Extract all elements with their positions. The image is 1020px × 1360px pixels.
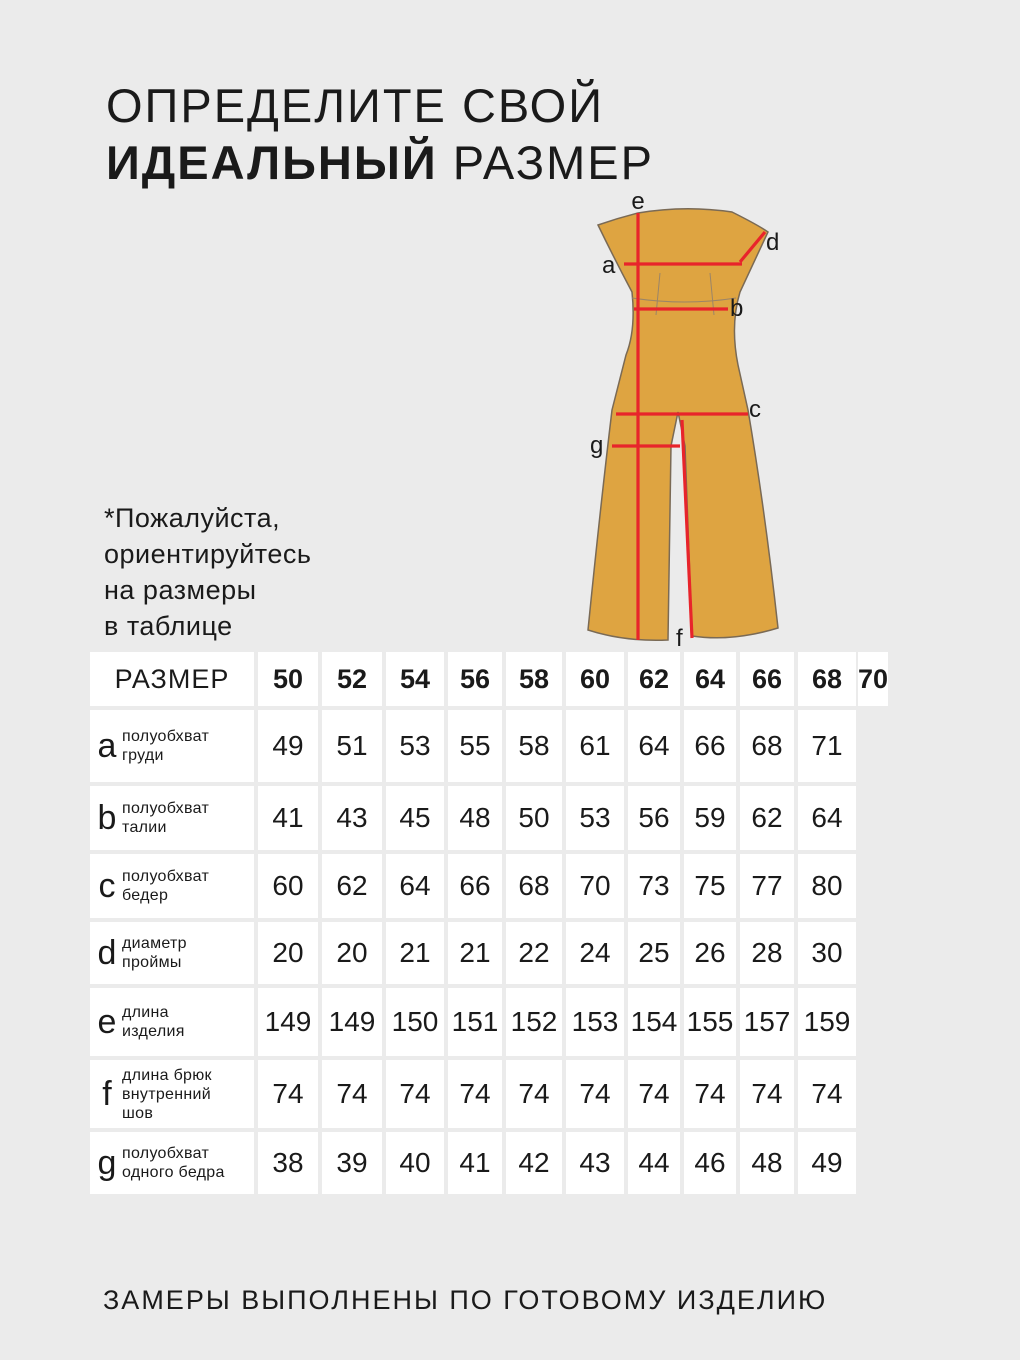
size-note-line: ориентируйтесь <box>104 539 312 569</box>
diagram-label-c: c <box>749 396 761 423</box>
table-cell: 46 <box>684 1132 736 1194</box>
measurement-description-line: проймы <box>122 954 182 971</box>
table-cell: 41 <box>448 1132 502 1194</box>
measurement-description-line: талии <box>122 819 167 836</box>
measurement-description-line: полуобхват <box>122 728 210 745</box>
table-cell: 58 <box>506 710 562 782</box>
table-cell: 74 <box>740 1060 794 1128</box>
measurement-description <box>122 867 209 905</box>
table-cell: 20 <box>322 922 382 984</box>
page-title-line2 <box>106 136 654 189</box>
table-cell: 30 <box>798 922 856 984</box>
table-cell: 49 <box>258 710 318 782</box>
measurement-letter: e <box>97 1002 117 1041</box>
table-cell: 28 <box>740 922 794 984</box>
measurement-description <box>122 1144 225 1182</box>
size-column-header: 56 <box>448 652 502 706</box>
table-cell: 59 <box>684 786 736 850</box>
measurement-label <box>90 1132 254 1194</box>
table-cell: 66 <box>684 710 736 782</box>
size-column-header: 64 <box>684 652 736 706</box>
table-cell: 61 <box>566 710 624 782</box>
measurement-letter: d <box>97 933 117 972</box>
page-title-line1: ОПРЕДЕЛИТЕ СВОЙ <box>106 79 605 132</box>
measurement-letter: f <box>102 1074 112 1113</box>
measurement-description-line: бедер <box>122 887 169 904</box>
table-cell: 74 <box>628 1060 680 1128</box>
table-cell: 75 <box>684 854 736 918</box>
measurement-description <box>122 799 209 837</box>
table-cell: 150 <box>386 988 444 1056</box>
table-cell: 20 <box>258 922 318 984</box>
table-cell: 64 <box>386 854 444 918</box>
measurement-description <box>122 1003 185 1041</box>
table-cell: 60 <box>258 854 318 918</box>
table-cell: 48 <box>740 1132 794 1194</box>
page-title-rest: РАЗМЕР <box>452 136 654 189</box>
size-column-header: 52 <box>322 652 382 706</box>
measurement-description-line: изделия <box>122 1023 185 1040</box>
table-cell: 53 <box>386 710 444 782</box>
measurement-description <box>122 934 187 972</box>
measurement-description-line: длина <box>122 1004 169 1021</box>
table-cell: 71 <box>798 710 856 782</box>
table-cell: 24 <box>566 922 624 984</box>
table-cell: 62 <box>322 854 382 918</box>
measurement-description-line: диаметр <box>122 935 187 952</box>
table-cell: 43 <box>566 1132 624 1194</box>
table-cell: 159 <box>798 988 856 1056</box>
table-cell: 45 <box>386 786 444 850</box>
measurement-description-line: полуобхват <box>122 1145 210 1162</box>
table-cell: 55 <box>448 710 502 782</box>
measurement-description-line: внутренний <box>122 1085 212 1103</box>
footer-note: ЗАМЕРЫ ВЫПОЛНЕНЫ ПО ГОТОВОМУ ИЗДЕЛИЮ <box>103 1285 828 1315</box>
table-cell: 149 <box>258 988 318 1056</box>
diagram-label-a: a <box>602 252 616 279</box>
table-cell: 51 <box>322 710 382 782</box>
table-cell: 25 <box>628 922 680 984</box>
measurement-description-line: шов <box>122 1104 154 1122</box>
measurement-label <box>90 922 254 984</box>
measurement-description-line: груди <box>122 747 164 764</box>
table-cell: 21 <box>448 922 502 984</box>
size-column-header: 70 <box>858 652 888 706</box>
measurement-label <box>90 1060 254 1128</box>
diagram-label-b: b <box>730 295 744 322</box>
table-cell: 74 <box>448 1060 502 1128</box>
table-cell: 64 <box>798 786 856 850</box>
measurement-letter: a <box>97 726 117 765</box>
diagram-label-e: e <box>631 188 645 215</box>
table-cell: 50 <box>506 786 562 850</box>
table-cell: 74 <box>322 1060 382 1128</box>
size-column-header: 60 <box>566 652 624 706</box>
measurement-description-line: полуобхват <box>122 868 210 885</box>
table-cell: 26 <box>684 922 736 984</box>
table-cell: 73 <box>628 854 680 918</box>
table-cell: 74 <box>684 1060 736 1128</box>
table-cell: 38 <box>258 1132 318 1194</box>
size-note-line: в таблице <box>104 611 233 641</box>
measurement-label <box>90 710 254 782</box>
table-cell: 66 <box>448 854 502 918</box>
table-cell: 157 <box>740 988 794 1056</box>
measurement-label <box>90 854 254 918</box>
table-cell: 70 <box>566 854 624 918</box>
table-cell: 151 <box>448 988 502 1056</box>
table-cell: 77 <box>740 854 794 918</box>
table-cell: 68 <box>740 710 794 782</box>
table-cell: 149 <box>322 988 382 1056</box>
size-column-header: 68 <box>798 652 856 706</box>
diagram-label-d: d <box>766 229 780 256</box>
measurement-letter: b <box>97 798 117 837</box>
size-note-line: на размеры <box>104 575 257 605</box>
table-cell: 74 <box>798 1060 856 1128</box>
table-cell: 64 <box>628 710 680 782</box>
measurement-letter: g <box>97 1143 117 1182</box>
table-cell: 43 <box>322 786 382 850</box>
table-cell: 40 <box>386 1132 444 1194</box>
page-title-bold: ИДЕАЛЬНЫЙ <box>106 136 438 189</box>
table-cell: 56 <box>628 786 680 850</box>
table-cell: 74 <box>258 1060 318 1128</box>
table-cell: 74 <box>506 1060 562 1128</box>
table-cell: 74 <box>566 1060 624 1128</box>
table-cell: 62 <box>740 786 794 850</box>
measurement-label <box>90 988 254 1056</box>
table-cell: 49 <box>798 1132 856 1194</box>
measurement-description-line: длина брюк <box>122 1066 212 1084</box>
table-cell: 153 <box>566 988 624 1056</box>
table-cell: 42 <box>506 1132 562 1194</box>
table-cell: 41 <box>258 786 318 850</box>
size-note <box>104 500 404 644</box>
table-cell: 154 <box>628 988 680 1056</box>
size-note-line: *Пожалуйста, <box>104 503 281 533</box>
table-cell: 21 <box>386 922 444 984</box>
size-column-header: 54 <box>386 652 444 706</box>
measurement-description-line: полуобхват <box>122 800 210 817</box>
table-cell: 39 <box>322 1132 382 1194</box>
size-column-header: 58 <box>506 652 562 706</box>
measurement-label <box>90 786 254 850</box>
table-cell: 44 <box>628 1132 680 1194</box>
size-column-header: 66 <box>740 652 794 706</box>
size-column-header: 50 <box>258 652 318 706</box>
table-cell: 48 <box>448 786 502 850</box>
table-cell: 53 <box>566 786 624 850</box>
table-cell: 152 <box>506 988 562 1056</box>
measurement-letter: c <box>98 866 116 905</box>
table-cell: 80 <box>798 854 856 918</box>
diagram-label-f: f <box>676 625 683 652</box>
table-cell: 155 <box>684 988 736 1056</box>
table-header-label: РАЗМЕР <box>90 652 254 706</box>
measurement-description <box>122 1066 212 1123</box>
diagram-label-g: g <box>590 432 604 459</box>
measurement-description <box>122 727 209 765</box>
jumpsuit-measurement-diagram <box>560 180 820 650</box>
table-cell: 22 <box>506 922 562 984</box>
table-cell: 74 <box>386 1060 444 1128</box>
measurement-description-line: одного бедра <box>122 1164 225 1181</box>
table-cell: 68 <box>506 854 562 918</box>
size-column-header: 62 <box>628 652 680 706</box>
